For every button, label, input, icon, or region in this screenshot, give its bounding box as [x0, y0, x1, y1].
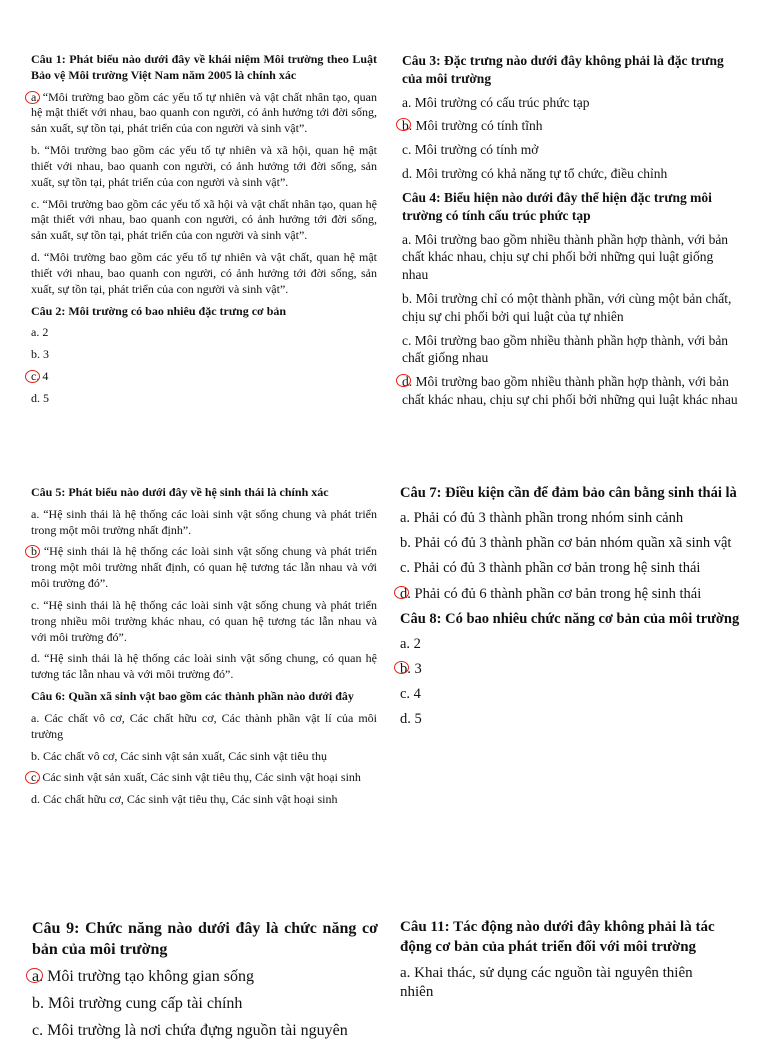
answer-option-selected: [400, 660, 740, 679]
answer-option-selected: [31, 369, 377, 385]
question-title: Câu 2: Môi trường có bao nhiêu đặc trưng cơ bản: [31, 303, 287, 318]
answer-option: [32, 993, 378, 1014]
answer-option: [402, 94, 738, 112]
answer-option-text: b. “Môi trường bao gồm các yếu tố tự nhiên và xã hội, quan hệ mật thiết với nhau, bao quanh con người, có ảnh hưởng tới đời sống, sản xuất, sự tồn tại, phát triển của con người và sinh vật”.: [31, 143, 377, 189]
answer-option-text: b. 3: [400, 660, 422, 677]
answer-option-text: a. 2: [31, 325, 49, 340]
answer-option-text: a. Môi trường có cấu trúc phức tạp: [402, 94, 590, 110]
answer-option: [402, 141, 738, 159]
answer-option-text: b. Môi trường có tính tĩnh: [402, 118, 543, 134]
answer-option: [400, 559, 740, 578]
answer-option-selected: [402, 117, 738, 135]
answer-option: [402, 165, 738, 183]
answer-option-selected: [31, 544, 377, 591]
answer-option-text: d. 5: [31, 390, 49, 405]
answer-option-text: c. Môi trường là nơi chứa đựng nguồn tài nguyên: [32, 1022, 348, 1040]
answer-option: [31, 143, 377, 190]
answer-option: [31, 325, 377, 341]
answer-option: [400, 964, 720, 1004]
answer-option: [31, 792, 377, 808]
answer-option-text: c. “Môi trường bao gồm các yếu tố xã hội và vật chất nhân tạo, quan hệ mật thiết với nhau, bao quanh con người, có ảnh hưởng tới đời sống, sản xuất, sự tồn tại, phát triển của con người và sinh vật”.: [31, 196, 377, 243]
answer-option-text: c. Môi trường bao gồm nhiều thành phần hợp thành, với bản chất giống nhau: [402, 332, 729, 366]
answer-option: [31, 749, 377, 765]
question-title: Câu 7: Điều kiện cần để đảm bảo cân bằng sinh thái là: [400, 485, 737, 501]
answer-option: [31, 598, 377, 645]
answer-option-text: a. 2: [400, 635, 421, 652]
red-circle-mark-icon: [394, 661, 409, 674]
question-title: Câu 4: Biểu hiện nào dưới đây thể hiện đặc trưng môi trường có tính cấu trúc phức tạp: [402, 189, 712, 223]
answer-option-text: d. “Môi trường bao gồm các yếu tố tự nhiên và vật chất, quan hệ mật thiết với nhau, bao quanh con người, có ảnh hưởng tới đời sống, sản xuất, sự tồn tại, phát triển của con người và sinh vật”.: [31, 250, 377, 296]
answer-option-text: c. 4: [31, 369, 49, 384]
answer-option-selected: [400, 585, 740, 604]
answer-option-text: a. Khai thác, sử dụng các nguồn tài nguyên thiên nhiên: [400, 964, 693, 1001]
answer-option-text: b. Các chất vô cơ, Các sinh vật sản xuất, Các sinh vật tiêu thụ: [31, 748, 327, 763]
red-circle-mark-icon: [394, 586, 409, 599]
answer-option-text: c. Phải có đủ 3 thành phần cơ bản trong hệ sinh thái: [400, 560, 701, 577]
answer-option-text: a. “Hệ sinh thái là hệ thống các loài sinh vật sống chung và phát triển trong một môi trường nhất định”.: [31, 506, 377, 537]
answer-option: [31, 347, 377, 363]
page1-left-column: [31, 52, 377, 413]
answer-option: [31, 711, 377, 743]
question-title: Câu 8: Có bao nhiêu chức năng cơ bản của môi trường: [400, 610, 740, 627]
answer-option: [402, 231, 738, 284]
answer-option-text: a. Các chất vô cơ, Các chất hữu cơ, Các thành phần vật lí của môi trường: [31, 710, 377, 741]
answer-option-text: d. Môi trường có khả năng tự tổ chức, điều chỉnh: [402, 166, 668, 182]
answer-option-text: a. Môi trường bao gồm nhiều thành phần hợp thành, với bản chất khác nhau, chịu sự chi phối bởi những qui luật giống nhau: [402, 231, 729, 283]
answer-option: [31, 391, 377, 407]
answer-option-text: d. “Hệ sinh thái là hệ thống các loài sinh vật sống chung, có quan hệ tương tác lẫn nhau và với môi trường đó”.: [31, 651, 377, 682]
answer-option-text: b. Môi trường chỉ có một thành phần, với cùng một bản chất, chịu sự chi phối bởi qui luật của tự nhiên: [402, 290, 732, 324]
page1-right-column: [402, 52, 738, 415]
answer-option-text: a. “Môi trường bao gồm các yếu tố tự nhiên và vật chất nhân tạo, quan hệ mật thiết với nhau, bao quanh con người, có ảnh hưởng tới đời sống, sản xuất, sự tồn tại, phát triển của con người và sinh vật”.: [31, 89, 377, 136]
answer-option: [400, 534, 740, 553]
answer-option: [31, 197, 377, 244]
answer-option-text: a. Phải có đủ 3 thành phần trong nhóm sinh cảnh: [400, 510, 684, 527]
answer-option: [402, 332, 738, 368]
answer-option-text: b. Môi trường cung cấp tài chính: [32, 995, 243, 1013]
answer-option: [31, 250, 377, 297]
answer-option-text: c. “Hệ sinh thái là hệ thống các loài sinh vật sống chung và phát triển trong nhiều môi trường khác nhau, có quan hệ tương tác lẫn nhau và với môi trường đó”.: [31, 597, 377, 644]
answer-option-text: d. 5: [400, 711, 422, 728]
answer-option: [402, 290, 738, 326]
question-title: Câu 11: Tác động nào dưới đây không phải là tác động cơ bản của phát triển đối với môi trường: [400, 919, 715, 955]
answer-option-text: b. Phải có đủ 3 thành phần cơ bản nhóm quần xã sinh vật: [400, 535, 732, 552]
answer-option-text: c. 4: [400, 686, 421, 702]
answer-option-text: b. 3: [31, 347, 49, 362]
red-circle-mark-icon: [25, 370, 40, 383]
answer-option-text: d. Phải có đủ 6 thành phần cơ bản trong hệ sinh thái: [400, 585, 702, 602]
page3-left-column: [32, 918, 378, 1048]
red-circle-mark-icon: [25, 91, 40, 104]
page2-left-column: [31, 485, 377, 814]
question-title: Câu 9: Chức năng nào dưới đây là chức năng cơ bản của môi trường: [32, 920, 378, 959]
page2-right-column: [400, 484, 740, 735]
answer-option-selected: [31, 770, 377, 786]
answer-option: [400, 685, 740, 704]
answer-option: [31, 651, 377, 683]
answer-option-text: d. Môi trường bao gồm nhiều thành phần hợp thành, với bản chất khác nhau, chịu sự chi phối bởi những qui luật khác nhau: [402, 374, 738, 407]
answer-option: [400, 635, 740, 654]
answer-option-selected: [402, 373, 738, 409]
question-title: Câu 1: Phát biểu nào dưới đây về khái niệm Môi trường theo Luật Bảo vệ Môi trường Việt Nam năm 2005 là chính xác: [31, 52, 377, 82]
answer-option-selected: [31, 90, 377, 137]
answer-option-text: c. Các sinh vật sản xuất, Các sinh vật tiêu thụ, Các sinh vật hoại sinh: [31, 770, 361, 785]
answer-option-text: d. Các chất hữu cơ, Các sinh vật tiêu thụ, Các sinh vật hoại sinh: [31, 792, 338, 807]
page3-right-column: [400, 918, 720, 1009]
question-title: Câu 5: Phát biểu nào dưới đây về hệ sinh thái là chính xác: [31, 485, 329, 499]
answer-option: [31, 507, 377, 539]
question-title: Câu 6: Quần xã sinh vật bao gồm các thành phần nào dưới đây: [31, 689, 354, 704]
answer-option-text: c. Môi trường có tính mở: [402, 142, 539, 158]
answer-option: [400, 509, 740, 528]
answer-option-selected: [32, 966, 378, 987]
question-title: Câu 3: Đặc trưng nào dưới đây không phải là đặc trưng của môi trường: [402, 53, 724, 86]
answer-option: [400, 710, 740, 729]
answer-option-text: a. Môi trường tạo không gian sống: [32, 968, 254, 986]
answer-option-text: b. “Hệ sinh thái là hệ thống các loài sinh vật sống chung và phát triển trong một môi trường nhất định, có quan hệ tương tác lẫn nhau và với môi trường đó”.: [31, 544, 377, 591]
